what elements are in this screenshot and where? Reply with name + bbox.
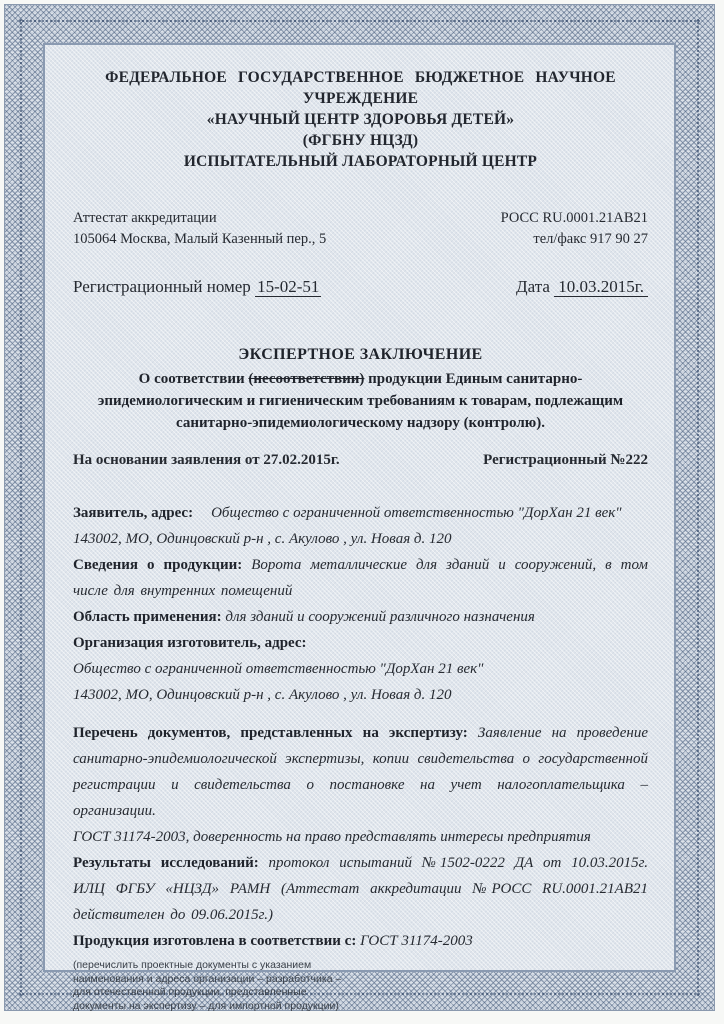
org-lab-center: ИСПЫТАТЕЛЬНЫЙ ЛАБОРАТОРНЫЙ ЦЕНТР xyxy=(183,153,538,170)
documents-value: Заявление на проведение санитарно-эпидемиологической экспертизы, копии свидетельства о государственной регистрации и свидетельства о постановке на учет налогоплательщика – организации. xyxy=(73,725,648,819)
org-abbreviation: (ФГБНУ НЦЗД) xyxy=(302,132,419,149)
results-value: протокол испытаний №1502-0222 ДА от 10.03.2015г. ИЛЦ ФГБУ «НЦЗД» РАМН (Аттестат аккредитации №РОСС RU.0001.21АВ21 действителен до 09.06.2015г.) xyxy=(73,855,648,923)
guilloche-border xyxy=(4,4,715,1011)
border-ornament-right xyxy=(697,19,699,996)
document-title: ЭКСПЕРТНОЕ ЗАКЛЮЧЕНИЕ xyxy=(238,346,483,363)
registration-number-label: Регистрационный номер xyxy=(73,277,251,296)
manufacturer-label: Организация изготовитель, адрес: xyxy=(73,635,307,651)
document-subtitle xyxy=(73,368,648,434)
footnote-line1: (перечислить проектные документы с указанием xyxy=(73,959,312,971)
applicant-value: Общество с ограниченной ответственностью "ДорХан 21 век" xyxy=(211,505,622,521)
border-ornament-left xyxy=(20,19,22,996)
conformity-value: ГОСТ 31174-2003 xyxy=(360,933,473,949)
document-paper xyxy=(43,43,676,1012)
accreditation-address: 105064 Москва, Малый Казенный пер., 5 xyxy=(73,231,327,247)
manufacturer-address: 143002, МО, Одинцовский р-н , с. Акулово , ул. Новая д. 120 xyxy=(73,687,452,703)
registration-number-field xyxy=(73,276,321,298)
scope-label: Область применения: xyxy=(73,609,222,625)
registration-row xyxy=(73,276,648,298)
subtitle-line2: эпидемиологическим и гигиеническим требованиям к товарам, подлежащим xyxy=(97,393,624,409)
documents-label: Перечень документов, представленных на экспертизу: xyxy=(73,725,468,741)
border-ornament-top xyxy=(19,20,700,22)
applicant-address: 143002, МО, Одинцовский р-н , с. Акулово , ул. Новая д. 120 xyxy=(73,531,452,547)
date-field xyxy=(516,276,648,298)
manufacturer-name: Общество с ограниченной ответственностью "ДорХан 21 век" xyxy=(73,661,484,677)
footnote-line3: для отечественной продукции, представленные xyxy=(73,986,307,998)
phone-fax: тел/факс 917 90 27 xyxy=(533,231,648,247)
documents-gost-line: ГОСТ 31174-2003, доверенность на право представлять интересы предприятия xyxy=(73,829,591,845)
accreditation-address-block xyxy=(73,208,326,250)
product-field xyxy=(73,552,648,604)
org-name-line1: ФЕДЕРАЛЬНОЕ ГОСУДАРСТВЕННОЕ БЮДЖЕТНОЕ НАУЧНОЕ УЧРЕЖДЕНИЕ xyxy=(105,69,616,107)
applicant-label: Заявитель, адрес: xyxy=(73,505,194,521)
results-label: Результаты исследований: xyxy=(73,855,259,871)
document-body xyxy=(73,500,648,954)
date-value: 10.03.2015г. xyxy=(554,277,648,297)
accreditation-number: РОСС RU.0001.21АВ21 xyxy=(500,210,648,226)
results-field xyxy=(73,850,648,928)
footnote-line4: документы на экспертизу – для импортной продукции) xyxy=(73,999,339,1012)
accreditation-label: Аттестат аккредитации xyxy=(73,210,217,226)
product-label: Сведения о продукции: xyxy=(73,557,243,573)
document-content xyxy=(45,45,674,1012)
footnote xyxy=(73,959,648,1013)
subtitle-text-before: О соответствии xyxy=(138,371,249,387)
basis-row xyxy=(73,450,648,471)
application-basis: На основании заявления от 27.02.2015г. xyxy=(73,452,340,468)
footnote-line2: наименования и адреса организации – разработчика – xyxy=(73,972,342,985)
organization-header xyxy=(73,67,648,172)
struck-word: (несоответствии) xyxy=(248,371,365,387)
date-label: Дата xyxy=(516,277,550,296)
applicant-field xyxy=(73,500,648,526)
scope-field xyxy=(73,604,648,630)
subtitle-text-after: продукции Единым санитарно- xyxy=(364,371,583,387)
registration-222: Регистрационный №222 xyxy=(483,452,648,468)
conformity-label: Продукция изготовлена в соответствии с: xyxy=(73,933,357,949)
subtitle-line3: санитарно-эпидемиологическому надзору (контролю). xyxy=(176,415,545,431)
accreditation-number-block xyxy=(501,208,648,250)
product-value: Ворота металлические для зданий и сооружений, в том числе для внутренних помещений xyxy=(73,557,649,599)
org-name-line2: «НАУЧНЫЙ ЦЕНТР ЗДОРОВЬЯ ДЕТЕЙ» xyxy=(206,111,515,128)
documents-field xyxy=(73,720,648,824)
registration-number-value: 15-02-51 xyxy=(257,277,320,296)
conformity-field xyxy=(73,928,648,954)
scope-value: для зданий и сооружений различного назначения xyxy=(225,609,535,625)
subtitle-line1 xyxy=(73,368,648,390)
accreditation-row xyxy=(73,208,648,250)
